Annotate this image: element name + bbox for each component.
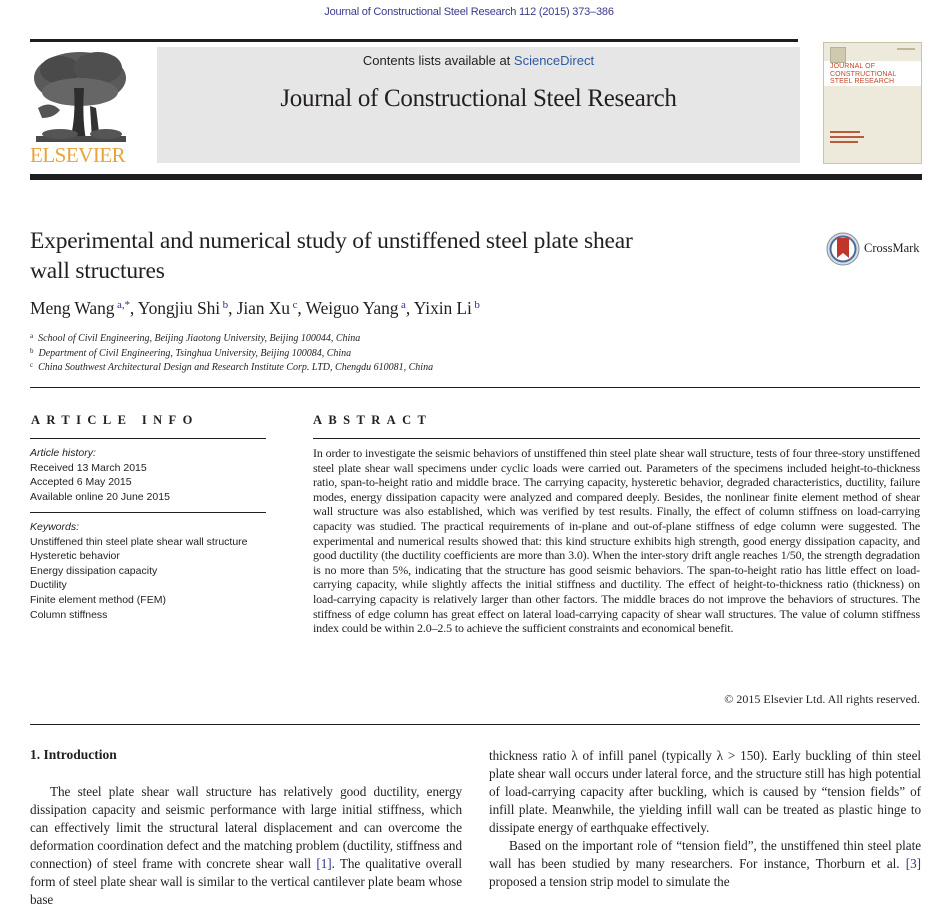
- journal-cover-thumbnail[interactable]: [823, 42, 922, 164]
- citation-link[interactable]: [3]: [905, 856, 921, 871]
- author-affiliation-marker[interactable]: a: [401, 299, 406, 311]
- crossmark-label: CrossMark: [864, 241, 920, 255]
- author-name[interactable]: Meng Wang: [30, 298, 115, 318]
- keywords: [30, 520, 260, 622]
- keyword-item: Hysteretic behavior: [30, 550, 120, 563]
- paper-title: [30, 226, 770, 286]
- cover-publisher-emblem-icon: [830, 47, 846, 63]
- keyword-item: Unstiffened thin steel plate shear wall structure: [30, 535, 248, 548]
- paragraph: Based on the important role of “tension field”, the unstiffened thin steel plate wall has been studied by many researchers. For instance, Thorburn et al. [3] proposed a tension strip model to simulate the: [489, 838, 921, 889]
- article-info-heading: ARTICLE INFO: [31, 413, 199, 427]
- contents-available-line: [157, 53, 800, 68]
- affiliation-item: $^c$ China Southwest Architectural Design and Research Institute Corp. LTD, Chengdu 610081, China: [30, 361, 434, 374]
- affiliation-list: [30, 332, 433, 376]
- citation-link[interactable]: [1]: [316, 856, 332, 871]
- keyword-item: Column stiffness: [30, 608, 108, 621]
- journal-banner: [157, 47, 800, 163]
- author-affiliation-marker[interactable]: b: [222, 299, 229, 311]
- keyword-item: Energy dissipation capacity: [30, 564, 158, 577]
- paper-title-line-2: wall structures: [30, 258, 165, 284]
- author-list: Meng Wang $^{a,*}$, Yongjiu Shi $^b$, Jian Xu $^c$, Weiguo Yang $^a$, Yixin Li $^b$: [30, 298, 480, 318]
- cover-issn-mark: [897, 48, 915, 50]
- cover-editor-line: [830, 131, 860, 133]
- author-affiliation-marker[interactable]: c: [292, 299, 298, 311]
- author-name[interactable]: Weiguo Yang: [305, 298, 399, 318]
- author-name[interactable]: Yongjiu Shi: [137, 298, 221, 318]
- header-bottom-rule: [30, 174, 922, 180]
- author-affiliation-marker[interactable]: a,*: [117, 299, 130, 311]
- author-affiliation-marker[interactable]: b: [474, 299, 480, 311]
- abstract-text: In order to investigate the seismic behaviors of unstiffened thin steel plate shear wall structure, tests of four three-story unstiffened steel plate shear wall specimens under cyclic loads were carried out. Parameters of the specimens included height-to-thickness ratio, span-to-height ratio and middle brace. The carrying capacity, hysteretic behavior, degraded characteristics, ductility, failure modes, energy dissipation capacity were analyzed and compared deeply. Besides, the nonlinear finite element method of shear wall structure was also established, which was verified by test results. Finally, the effect of column stiffness on load-carrying capacity was studied. The practical requirements of in-plane and out-of-plane stiffness of edge column were suggested. The experimental and numerical results showed that: this kind structure exhibits high strength, good energy dissipation capacity, and good ductility (the ductility coefficients are more than 3.0). When the inter-story drift angle reaches 1/50, the strength degradation is no more than 5%, indicating that the structure has good seismic behaviors. The span-to-height ratio has little effect on load-carrying capacity, while slightly affects the initial stiffness and ductility. The effect of height-to-thickness ratio (thickness) on load-carrying capacity is relatively larger than other factors. The middle braces do not improve the behaviors of structures. The stiffness of edge column has great effect on lateral load-carrying capacity of shear wall structures. The value of column stiffness index could be within 2.0–2.5 to achieve the sufficient constraints and economical benefit.: [313, 446, 920, 636]
- affiliation-item: $^b$ Department of Civil Engineering, Tsinghua University, Beijing 100084, China: [30, 346, 352, 359]
- paragraph: thickness ratio λ of infill panel (typically λ > 150). Early buckling of thin steel plate shear wall occurs under lateral force, and the structure still has high potential of load-carrying capacity after buckling, which is caused by “tension fields” of infill plate. Meanwhile, the yielding infill wall can be treated as plastic hinge to dissipate energy of earthquake effectively.: [489, 748, 921, 835]
- article-history: [30, 446, 260, 504]
- crossmark-icon: [826, 232, 860, 266]
- journal-title: Journal of Constructional Steel Research: [280, 85, 677, 112]
- history-item: Available online 20 June 2015: [30, 490, 170, 503]
- article-info-divider: [30, 438, 266, 439]
- keywords-label: Keywords:: [30, 521, 80, 533]
- cover-title-line: STEEL RESEARCH: [830, 78, 895, 85]
- elsevier-wordmark: ELSEVIER: [30, 143, 126, 167]
- body-divider: [30, 724, 920, 725]
- history-item: Received 13 March 2015: [30, 461, 147, 474]
- cover-title-line: CONSTRUCTIONAL: [830, 70, 897, 78]
- keyword-item: Finite element method (FEM): [30, 593, 166, 606]
- author-name[interactable]: Yixin Li: [413, 298, 472, 318]
- sciencedirect-link[interactable]: ScienceDirect: [513, 53, 595, 68]
- contents-prefix: Contents lists available at: [362, 53, 514, 68]
- keywords-divider: [30, 512, 266, 513]
- header-top-rule: [30, 39, 798, 42]
- affiliation-item: $^a$ School of Civil Engineering, Beijing Jiaotong University, Beijing 100044, China: [30, 332, 361, 344]
- author-name[interactable]: Jian Xu: [236, 298, 290, 318]
- cover-title-line: JOURNAL OF: [830, 63, 876, 70]
- abstract-heading: ABSTRACT: [313, 413, 433, 427]
- copyright-notice: © 2015 Elsevier Ltd. All rights reserved.: [724, 692, 920, 706]
- crossmark-button[interactable]: [826, 232, 936, 268]
- section-heading-introduction: 1. Introduction: [30, 747, 117, 762]
- cover-title: [830, 63, 896, 86]
- cover-editor-line: [830, 141, 858, 143]
- article-history-label: Article history:: [30, 447, 96, 459]
- affiliation-divider: [30, 387, 920, 388]
- intro-left-column: The steel plate shear wall structure has relatively good ductility, energy dissipation capacity and seismic performance with large initial stiffness, which can effectively limit the structural lateral displacement and can overcome the deformation coordination defect and the matching problem (ductility, stiffness and connection) of steel frame with concrete shear wall [1]. The qualitative overall form of steel plate shear wall is similar to the vertical cantilever plate beam whose base: [30, 784, 462, 907]
- paper-title-line-1: Experimental and numerical study of unstiffened steel plate shear: [30, 228, 633, 254]
- running-head: [0, 6, 938, 18]
- abstract-divider: [313, 438, 920, 439]
- keyword-item: Ductility: [30, 579, 67, 592]
- intro-right-column: [489, 747, 921, 891]
- history-item: Accepted 6 May 2015: [30, 476, 132, 489]
- cover-editor-line: [830, 136, 864, 138]
- journal-citation-link[interactable]: Journal of Constructional Steel Research 112 (2015) 373–386: [324, 6, 614, 18]
